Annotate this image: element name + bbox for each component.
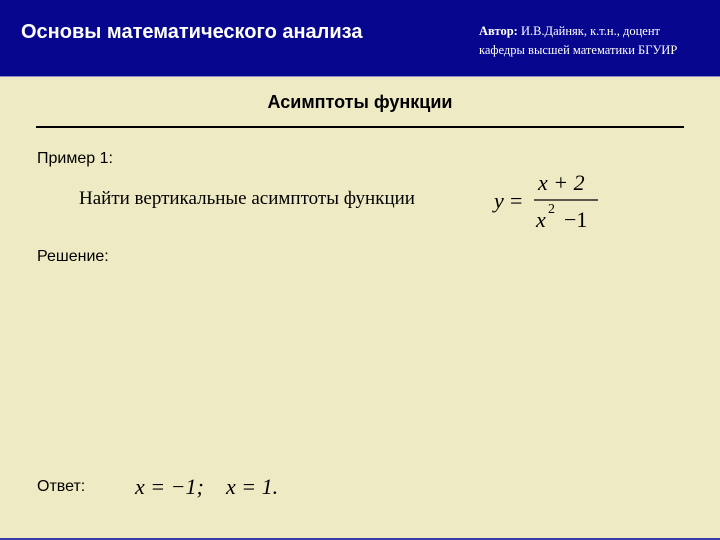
formula-denominator-rest: −1 xyxy=(564,207,588,232)
answer-formula xyxy=(132,470,302,502)
formula-equals: = xyxy=(510,188,523,213)
author-label: Автор: xyxy=(479,24,518,38)
task-text: Найти вертикальные асимптоты функции xyxy=(79,188,415,209)
answer-label: Ответ: xyxy=(37,478,86,495)
formula-lhs: y xyxy=(494,188,504,213)
example-label: Пример 1: xyxy=(37,150,113,167)
author-line-2: кафедры высшей математики БГУИР xyxy=(479,43,678,57)
answer-part-2: x = 1. xyxy=(226,474,279,499)
author-info xyxy=(479,22,677,60)
formula-denominator-exp: 2 xyxy=(548,202,555,217)
slide-header xyxy=(0,0,720,77)
slide-title: Асимптоты функции xyxy=(267,92,453,112)
title-divider xyxy=(36,126,684,128)
author-line-1 xyxy=(479,22,677,41)
formula-numerator: x + 2 xyxy=(538,170,585,195)
formula-denominator-base: x xyxy=(536,207,546,232)
course-title: Основы математического анализа xyxy=(21,21,363,43)
solution-label: Решение: xyxy=(37,248,109,265)
answer-part-1: x = −1; xyxy=(135,474,204,499)
function-formula xyxy=(492,168,612,234)
author-name: И.В.Дайняк, к.т.н., доцент xyxy=(517,24,660,38)
